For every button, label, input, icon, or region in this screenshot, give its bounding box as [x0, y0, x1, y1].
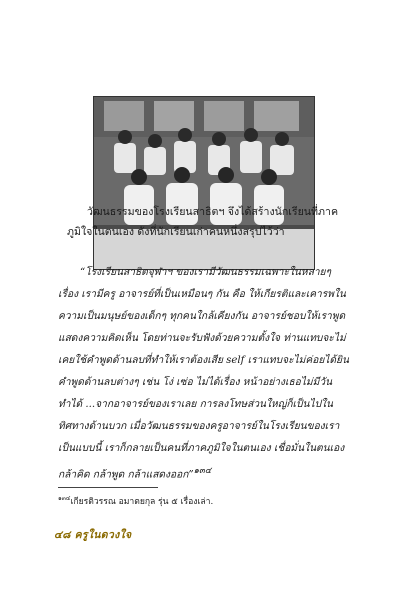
- intro-paragraph: วัฒนธรรมของโรงเรียนสาธิตฯ จึงได้สร้างนักเรียนที่ภาคภูมิใจในตนเอง ดังที่นักเรียนเก่าคนหนึ่งสรุปไว้ว่า: [67, 206, 339, 238]
- quote-paragraph: [58, 262, 350, 486]
- group-photo: [93, 96, 315, 270]
- footnote-marker: ๑๓๔: [58, 495, 71, 502]
- footnote-text: เกียรติวรรณ อมาตยกุล รุ่น ๕ เรื่องเล่า.: [70, 496, 214, 507]
- footnote: [58, 493, 213, 508]
- footnote-divider: [58, 487, 158, 488]
- quote-footnote-marker: ๑๓๔: [193, 466, 212, 476]
- quote-text: “โรงเรียนสาธิตจุฬาฯ ของเรามีวัฒนธรรมเฉพาะในหลายๆ เรื่อง เรามีครู อาจารย์ที่เป็นเหมือนๆ กัน คือ ให้เกียรติและเคารพในความเป็นมนุษย์ของเด็กๆ ทุกคนใกล้เคียงกัน อาจารย์ชอบให้เราพูด แสดงความคิดเห็น โดยท่านจะรับฟังด้วยความตั้งใจ ท่านแทบจะไม่เคยใช้คำพูดด้านลบที่ทำให้เราต้องเสีย self เราแทบจะไม่ค่อยได้ยินคำพูดด้านลบต่างๆ เช่น โง่ เซ่อ ไม่ได้เรื่อง หน้าอย่างเธอไม่มีวันทำได้ ...จากอาจารย์ของเราเลย การลงโทษส่วนใหญ่ก็เป็นไปในทิศทางด้านบวก เมื่อวัฒนธรรมของครูอาจารย์ในโรงเรียนของเราเป็นแบบนี้ เราก็กลายเป็นคนที่ภาคภูมิใจในตนเอง เชื่อมั่นในตนเอง กล้าคิด กล้าพูด กล้าแสดงออก”: [58, 267, 349, 481]
- page-number: ๔๘ ครูในดวงใจ: [54, 529, 132, 541]
